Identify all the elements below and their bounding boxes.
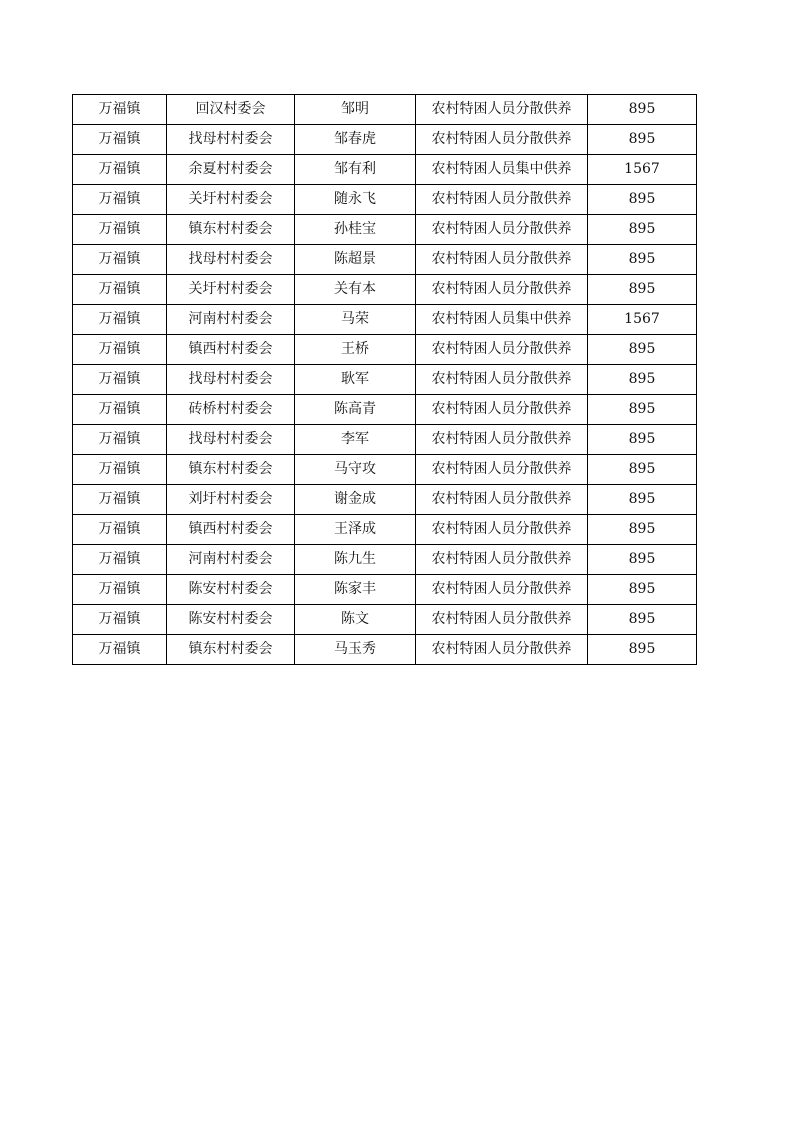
support-type-cell: 农村特困人员分散供养 xyxy=(416,185,588,215)
town-cell: 万福镇 xyxy=(73,485,167,515)
assistance-roster-table xyxy=(72,94,697,665)
village-cell: 陈安村村委会 xyxy=(167,605,295,635)
village-cell: 砖桥村村委会 xyxy=(167,395,295,425)
town-cell: 万福镇 xyxy=(73,635,167,665)
town-cell: 万福镇 xyxy=(73,155,167,185)
support-type-cell: 农村特困人员分散供养 xyxy=(416,635,588,665)
name-cell: 陈九生 xyxy=(295,545,416,575)
village-cell: 刘圩村村委会 xyxy=(167,485,295,515)
table-row xyxy=(73,365,697,395)
amount-cell: 895 xyxy=(588,455,697,485)
town-cell: 万福镇 xyxy=(73,245,167,275)
support-type-cell: 农村特困人员集中供养 xyxy=(416,305,588,335)
village-cell: 关圩村村委会 xyxy=(167,275,295,305)
support-type-cell: 农村特困人员分散供养 xyxy=(416,335,588,365)
town-cell: 万福镇 xyxy=(73,275,167,305)
village-cell: 余夏村村委会 xyxy=(167,155,295,185)
name-cell: 李军 xyxy=(295,425,416,455)
amount-cell: 1567 xyxy=(588,155,697,185)
table-row xyxy=(73,455,697,485)
name-cell: 邹有利 xyxy=(295,155,416,185)
table-row xyxy=(73,95,697,125)
name-cell: 关有本 xyxy=(295,275,416,305)
support-type-cell: 农村特困人员分散供养 xyxy=(416,605,588,635)
name-cell: 王桥 xyxy=(295,335,416,365)
town-cell: 万福镇 xyxy=(73,215,167,245)
amount-cell: 895 xyxy=(588,395,697,425)
name-cell: 王泽成 xyxy=(295,515,416,545)
village-cell: 镇东村村委会 xyxy=(167,215,295,245)
town-cell: 万福镇 xyxy=(73,125,167,155)
table-row xyxy=(73,275,697,305)
town-cell: 万福镇 xyxy=(73,335,167,365)
table-row xyxy=(73,305,697,335)
support-type-cell: 农村特困人员分散供养 xyxy=(416,425,588,455)
village-cell: 回汉村委会 xyxy=(167,95,295,125)
amount-cell: 895 xyxy=(588,95,697,125)
amount-cell: 1567 xyxy=(588,305,697,335)
town-cell: 万福镇 xyxy=(73,185,167,215)
village-cell: 陈安村村委会 xyxy=(167,575,295,605)
support-type-cell: 农村特困人员集中供养 xyxy=(416,155,588,185)
support-type-cell: 农村特困人员分散供养 xyxy=(416,365,588,395)
town-cell: 万福镇 xyxy=(73,605,167,635)
name-cell: 马守攻 xyxy=(295,455,416,485)
support-type-cell: 农村特困人员分散供养 xyxy=(416,245,588,275)
table-row xyxy=(73,215,697,245)
village-cell: 找母村村委会 xyxy=(167,125,295,155)
support-type-cell: 农村特困人员分散供养 xyxy=(416,485,588,515)
amount-cell: 895 xyxy=(588,365,697,395)
table-row xyxy=(73,245,697,275)
village-cell: 河南村村委会 xyxy=(167,545,295,575)
amount-cell: 895 xyxy=(588,545,697,575)
amount-cell: 895 xyxy=(588,275,697,305)
village-cell: 镇西村村委会 xyxy=(167,515,295,545)
amount-cell: 895 xyxy=(588,335,697,365)
amount-cell: 895 xyxy=(588,515,697,545)
amount-cell: 895 xyxy=(588,635,697,665)
support-type-cell: 农村特困人员分散供养 xyxy=(416,575,588,605)
support-type-cell: 农村特困人员分散供养 xyxy=(416,275,588,305)
table-row xyxy=(73,515,697,545)
amount-cell: 895 xyxy=(588,215,697,245)
name-cell: 陈文 xyxy=(295,605,416,635)
village-cell: 镇东村村委会 xyxy=(167,455,295,485)
village-cell: 找母村村委会 xyxy=(167,425,295,455)
amount-cell: 895 xyxy=(588,125,697,155)
name-cell: 随永飞 xyxy=(295,185,416,215)
village-cell: 关圩村村委会 xyxy=(167,185,295,215)
support-type-cell: 农村特困人员分散供养 xyxy=(416,455,588,485)
amount-cell: 895 xyxy=(588,605,697,635)
table-row xyxy=(73,335,697,365)
village-cell: 找母村村委会 xyxy=(167,365,295,395)
name-cell: 陈家丰 xyxy=(295,575,416,605)
village-cell: 河南村村委会 xyxy=(167,305,295,335)
amount-cell: 895 xyxy=(588,485,697,515)
table-row xyxy=(73,635,697,665)
amount-cell: 895 xyxy=(588,575,697,605)
table-row xyxy=(73,185,697,215)
name-cell: 孙桂宝 xyxy=(295,215,416,245)
table-row xyxy=(73,575,697,605)
table-row xyxy=(73,485,697,515)
name-cell: 陈超景 xyxy=(295,245,416,275)
table-row xyxy=(73,155,697,185)
name-cell: 邹明 xyxy=(295,95,416,125)
name-cell: 谢金成 xyxy=(295,485,416,515)
village-cell: 找母村村委会 xyxy=(167,245,295,275)
support-type-cell: 农村特困人员分散供养 xyxy=(416,515,588,545)
village-cell: 镇西村村委会 xyxy=(167,335,295,365)
support-type-cell: 农村特困人员分散供养 xyxy=(416,395,588,425)
town-cell: 万福镇 xyxy=(73,95,167,125)
name-cell: 邹春虎 xyxy=(295,125,416,155)
town-cell: 万福镇 xyxy=(73,575,167,605)
table-row xyxy=(73,395,697,425)
amount-cell: 895 xyxy=(588,185,697,215)
support-type-cell: 农村特困人员分散供养 xyxy=(416,215,588,245)
roster-table-body xyxy=(73,95,697,665)
table-row xyxy=(73,545,697,575)
support-type-cell: 农村特困人员分散供养 xyxy=(416,95,588,125)
amount-cell: 895 xyxy=(588,425,697,455)
town-cell: 万福镇 xyxy=(73,545,167,575)
name-cell: 耿军 xyxy=(295,365,416,395)
name-cell: 陈高青 xyxy=(295,395,416,425)
village-cell: 镇东村村委会 xyxy=(167,635,295,665)
support-type-cell: 农村特困人员分散供养 xyxy=(416,545,588,575)
table-row xyxy=(73,605,697,635)
town-cell: 万福镇 xyxy=(73,455,167,485)
name-cell: 马荣 xyxy=(295,305,416,335)
town-cell: 万福镇 xyxy=(73,305,167,335)
town-cell: 万福镇 xyxy=(73,515,167,545)
town-cell: 万福镇 xyxy=(73,425,167,455)
amount-cell: 895 xyxy=(588,245,697,275)
table-row xyxy=(73,125,697,155)
support-type-cell: 农村特困人员分散供养 xyxy=(416,125,588,155)
town-cell: 万福镇 xyxy=(73,395,167,425)
table-row xyxy=(73,425,697,455)
name-cell: 马玉秀 xyxy=(295,635,416,665)
town-cell: 万福镇 xyxy=(73,365,167,395)
